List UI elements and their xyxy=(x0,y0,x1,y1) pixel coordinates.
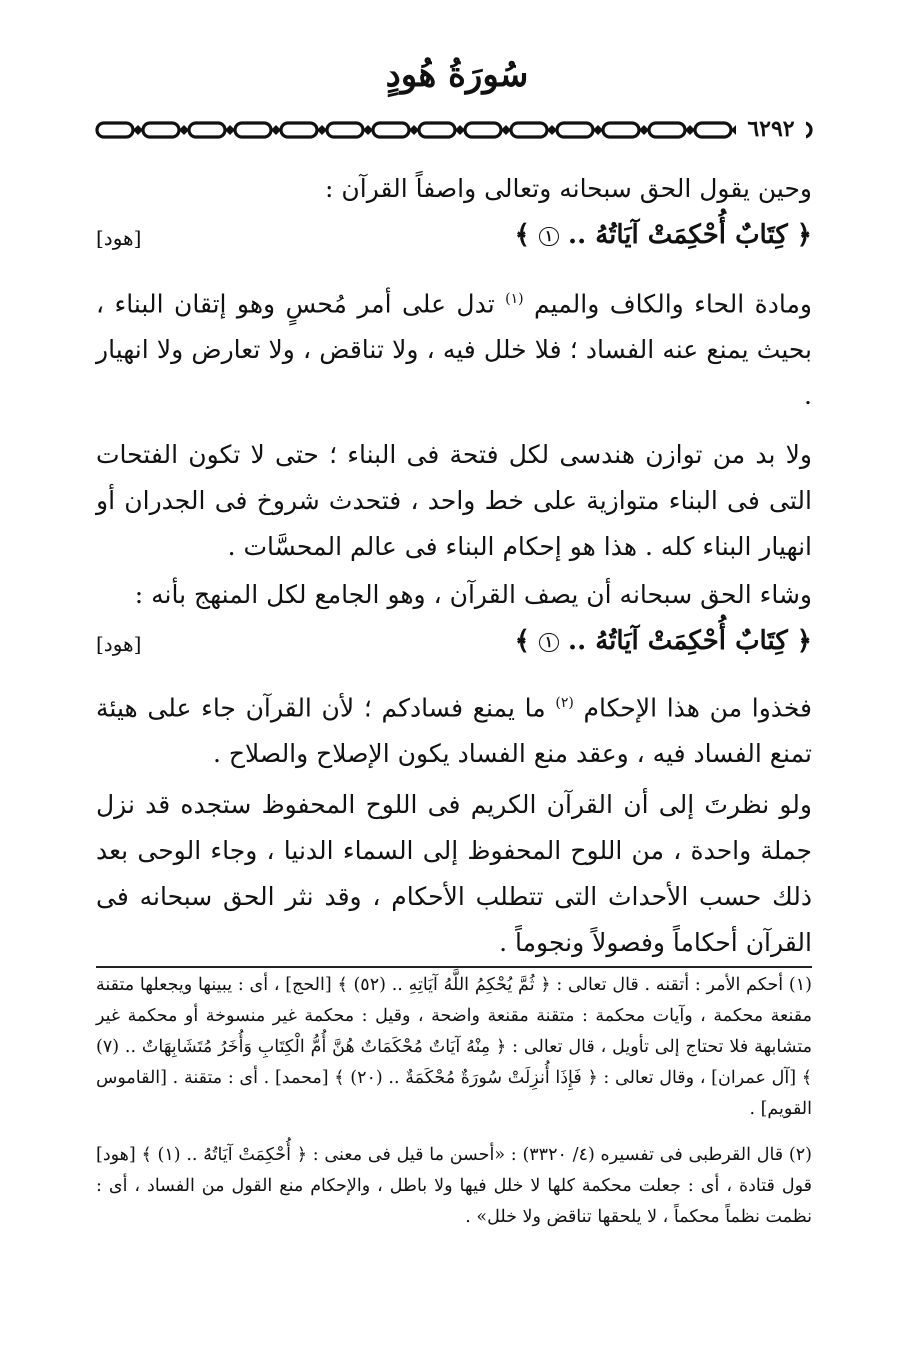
chain-link xyxy=(143,123,179,137)
chain-diamond xyxy=(639,125,649,135)
surah-title: سُورَةُ هُودٍ xyxy=(385,55,529,95)
verse-reference: [هود] xyxy=(96,632,142,656)
chain-link xyxy=(695,123,731,137)
footnote-separator xyxy=(96,966,812,968)
chain-link xyxy=(419,123,455,137)
paragraph-1 xyxy=(96,166,812,212)
paragraph-5: فخذوا من هذا الإحكام $^{(٢)}$ ما يمنع فسادكم ؛ لأن القرآن جاء على هيئة تمنع الفساد فيه ، وعقد منع الفساد يكون الإصلاح والصلاح . xyxy=(96,693,812,769)
chain-link xyxy=(603,123,639,137)
chain-link xyxy=(465,123,501,137)
footnote-marker-1[interactable]: (١) xyxy=(505,291,524,307)
page-number: ٦٢٩٢ xyxy=(736,116,806,142)
footnote-text: (٢) قال القرطبى فى تفسيره (٤/ ٣٣٢٠) : «أحسن ما قيل فى معنى : ﴿ أُحْكِمَتْ آيَاتُهُ .. (١) ﴾ [هود] قول قتادة ، أى : جعلت محكمة كلها لا خلل فيها ولا باطل ، والإحكام منع القول من الفساد ، أى : نظمت نظماً محكماً ، لا يلحقها تناقض ولا خلل» . xyxy=(96,1145,812,1227)
footnote-text: (١) أحكم الأمر : أتقنه . قال تعالى : ﴿ ثُمَّ يُحْكِمُ اللَّهُ آيَاتِهِ .. (٥٢) ﴾ [الحج] ، أى : يبينها ويجعلها متقنة مقنعة محكمة ، وآيات محكمة : متقنة مقنعة واضحة ، وقيل : محكمة غير منسوخة أو محكمة غير متشابهة فلا تحتاج إلى تأويل ، قال تعالى : ﴿ مِنْهُ آيَاتٌ مُحْكَمَاتٌ هُنَّ أُمُّ الْكِتَابِ وَأُخَرُ مُتَشَابِهَاتٌ .. (٧) ﴾ [آل عمران] ، وقال تعالى : ﴿ فَإِذَا أُنزِلَتْ سُورَةٌ مُحْكَمَةٌ .. (٢٠) ﴾ [محمد] . أى : متقنة . [القاموس القويم] . xyxy=(96,975,812,1119)
chain-diamond xyxy=(363,125,373,135)
paragraph-3 xyxy=(96,432,812,570)
chain-link xyxy=(189,123,225,137)
footnote-1 xyxy=(96,970,812,1125)
chain-diamond xyxy=(501,125,511,135)
chain-link xyxy=(327,123,363,137)
verse-reference: [هود] xyxy=(96,226,142,250)
ayah-number-badge: ١ xyxy=(539,227,559,246)
paragraph-6 xyxy=(96,782,812,966)
verse-quote-2 xyxy=(96,626,812,672)
paragraph-text: وشاء الحق سبحانه أن يصف القرآن ، وهو الجامع لكل المنهج بأنه : xyxy=(134,580,812,609)
chain-diamond xyxy=(179,125,189,135)
paragraph-text: وحين يقول الحق سبحانه وتعالى واصفاً القرآن : xyxy=(325,174,812,203)
verse-quote-1 xyxy=(96,220,812,266)
ayah-number-badge: ١ xyxy=(539,633,559,652)
verse-text: ﴿ كِتَابٌ أُحْكِمَتْ آيَاتُهُ .. ١ ﴾ xyxy=(514,220,812,250)
footnote-2 xyxy=(96,1140,812,1233)
verse-text: ﴿ كِتَابٌ أُحْكِمَتْ آيَاتُهُ .. ١ ﴾ xyxy=(514,626,812,656)
paragraph-text: ولو نظرتَ إلى أن القرآن الكريم فى اللوح المحفوظ ستجده قد نزل جملة واحدة ، من اللوح المحفوظ إلى السماء الدنيا ، وجاء الوحى بعد ذلك حسب الأحداث التى تتطلب الأحكام ، وقد نثر الحق سبحانه فى القرآن أحكاماً وفصولاً ونجوماً . xyxy=(96,790,812,957)
paragraph-text: ولا بد من توازن هندسى لكل فتحة فى البناء ؛ حتى لا تكون الفتحات التى فى البناء متوازية على خط واحد ، فتحدث شروخ فى الجدران أو انهيار البناء كله . هذا هو إحكام البناء فى عالم المحسَّات . xyxy=(96,440,812,561)
chain-diamond xyxy=(455,125,465,135)
chain-link xyxy=(235,123,271,137)
chain-link xyxy=(281,123,317,137)
chain-link xyxy=(97,123,133,137)
paragraph-2: ومادة الحاء والكاف والميم $^{(١)}$ تدل على أمر مُحسٍ وهو إتقان البناء ، بحيث يمنع عنه الفساد ؛ فلا خلل فيه ، ولا تناقض ، ولا تعارض ولا انهيار . xyxy=(96,289,812,411)
chain-link xyxy=(511,123,547,137)
paragraph-4 xyxy=(96,572,812,618)
chain-link xyxy=(649,123,685,137)
chain-link xyxy=(557,123,593,137)
chain-link xyxy=(373,123,409,137)
chain-diamond xyxy=(225,125,235,135)
chain-diamond xyxy=(593,125,603,135)
ornamental-chain-divider xyxy=(95,118,815,142)
chain-diamond xyxy=(271,125,281,135)
chain-diamond xyxy=(685,125,695,135)
footnote-marker-2[interactable]: (٢) xyxy=(555,695,574,711)
chain-diamond xyxy=(317,125,327,135)
chain-diamond xyxy=(547,125,557,135)
chain-diamond xyxy=(409,125,419,135)
chain-diamond xyxy=(133,125,143,135)
